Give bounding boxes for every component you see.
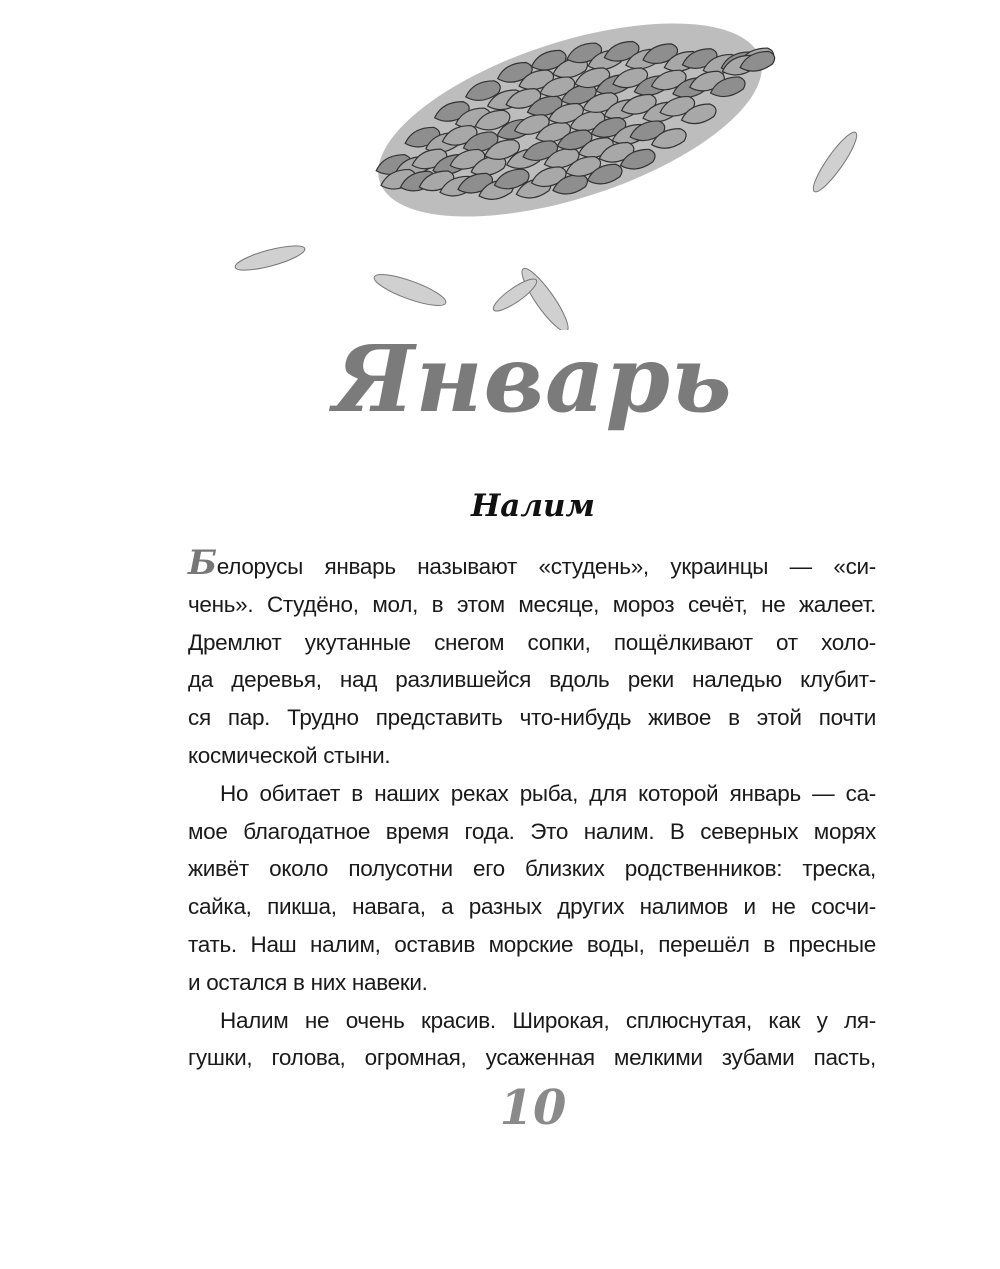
seed-icon (233, 241, 307, 275)
text-line: сайка, пикша, навага, а разных других налимов и не сосчи- (188, 894, 876, 920)
text-line (188, 543, 876, 586)
seed-icon (808, 128, 862, 196)
text-line: живёт около полусотни его близких родственников: треска, (188, 856, 876, 882)
text-line-content: елорусы январь называют «студень», украинцы — «си- (216, 554, 876, 579)
text-line: космической стыни. (188, 742, 391, 768)
text-line: мое благодатное время года. Это налим. В северных морях (188, 818, 876, 844)
pine-cone-illustration (0, 0, 1000, 330)
page-number: 10 (499, 1080, 567, 1136)
text-line: да деревья, над разлившейся вдоль реки наледью клубит- (188, 667, 876, 693)
text-line: чень». Студёно, мол, в этом месяце, мороз сечёт, не жалеет. (188, 591, 876, 617)
text-line: ся пар. Трудно представить что-нибудь живое в этой почти (188, 705, 876, 731)
body-text (188, 543, 876, 1077)
month-title: Январь (333, 325, 733, 433)
text-line: Но обитает в наших реках рыба, для которой январь — са- (220, 780, 876, 806)
text-line: Налим не очень красив. Широкая, сплюснутая, как у ля- (220, 1007, 876, 1033)
text-line: и остался в них навеки. (188, 969, 428, 995)
section-title: Налим (470, 488, 596, 524)
text-line: Дремлют укутанные снегом сопки, пощёлкивают от холо- (188, 629, 876, 655)
text-line: гушки, голова, огромная, усаженная мелкими зубами пасть, (188, 1045, 876, 1071)
text-line: тать. Наш налим, оставив морские воды, перешёл в пресные (188, 931, 876, 957)
drop-cap: Б (188, 543, 217, 583)
pine-cone-icon (356, 0, 798, 256)
seed-icon (371, 269, 449, 312)
